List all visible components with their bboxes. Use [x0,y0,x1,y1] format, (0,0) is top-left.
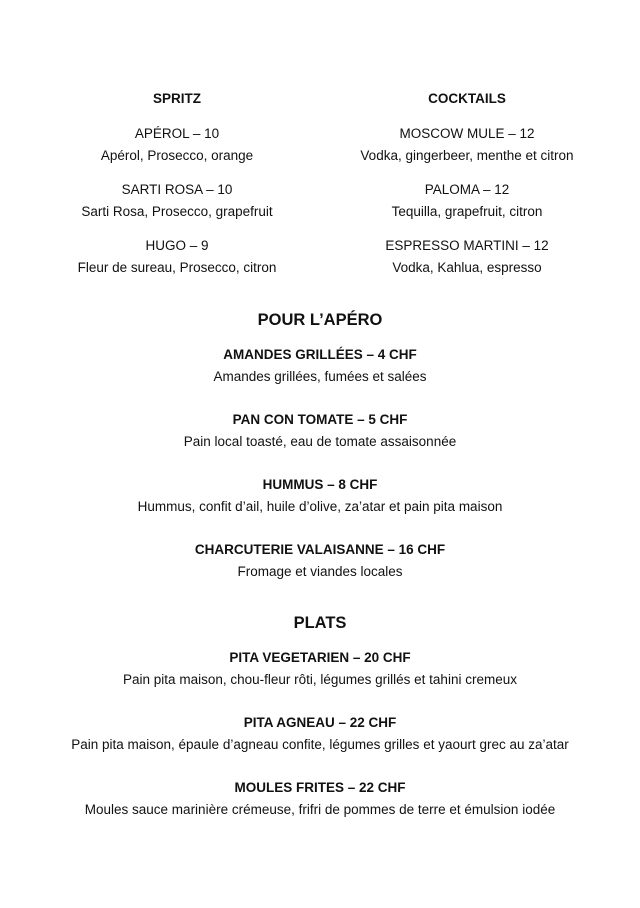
menu-item [317,181,617,237]
spritz-title: SPRITZ [152,91,201,106]
item-name: PALOMA – 12 [424,182,510,197]
item-description: Amandes grillées, fumées et salées [213,369,427,384]
item-description: Sarti Rosa, Prosecco, grapefruit [81,204,273,219]
menu-item [0,411,640,476]
item-name: MOULES FRITES – 22 CHF [234,780,406,795]
item-name: ESPRESSO MARTINI – 12 [385,238,549,253]
item-description: Fromage et viandes locales [237,564,403,579]
item-description: Moules sauce marinière crémeuse, frifri de pommes de terre et émulsion iodée [84,802,556,817]
menu-item [317,125,617,181]
menu-item [0,476,640,541]
menu-item [317,237,617,293]
menu-item [0,346,640,411]
drinks-section [0,91,640,291]
menu-item [27,125,327,181]
item-description: Pain pita maison, épaule d’agneau confite, légumes grilles et yaourt grec au za’atar [71,737,569,752]
item-description: Fleur de sureau, Prosecco, citron [77,260,277,275]
menu-item [0,714,640,779]
menu-item [0,779,640,844]
menu-item [0,541,640,606]
item-description: Hummus, confit d’ail, huile d’olive, za’atar et pain pita maison [137,499,503,514]
item-name: CHARCUTERIE VALAISANNE – 16 CHF [194,542,446,557]
cocktails-column [317,91,617,293]
apero-section [0,310,640,606]
item-name: PITA VEGETARIEN – 20 CHF [229,650,411,665]
cocktails-title: COCKTAILS [428,91,506,106]
item-description: Pain local toasté, eau de tomate assaisonnée [183,434,457,449]
item-name: PAN CON TOMATE – 5 CHF [232,412,408,427]
apero-title: POUR L’APÉRO [257,311,383,329]
item-description: Tequilla, grapefruit, citron [391,204,543,219]
item-description: Vodka, gingerbeer, menthe et citron [360,148,574,163]
item-description: Apérol, Prosecco, orange [100,148,254,163]
item-description: Vodka, Kahlua, espresso [392,260,542,275]
item-name: APÉROL – 10 [134,126,220,141]
plats-section [0,613,640,844]
item-name: HUGO – 9 [145,238,209,253]
menu-item [0,649,640,714]
spritz-column [27,91,327,293]
item-description: Pain pita maison, chou-fleur rôti, légumes grillés et tahini cremeux [123,672,517,687]
item-name: HUMMUS – 8 CHF [262,477,378,492]
menu-item [27,237,327,293]
plats-title: PLATS [293,614,347,632]
item-name: MOSCOW MULE – 12 [399,126,535,141]
item-name: AMANDES GRILLÉES – 4 CHF [223,347,417,362]
item-name: SARTI ROSA – 10 [121,182,233,197]
menu-item [27,181,327,237]
item-name: PITA AGNEAU – 22 CHF [243,715,397,730]
